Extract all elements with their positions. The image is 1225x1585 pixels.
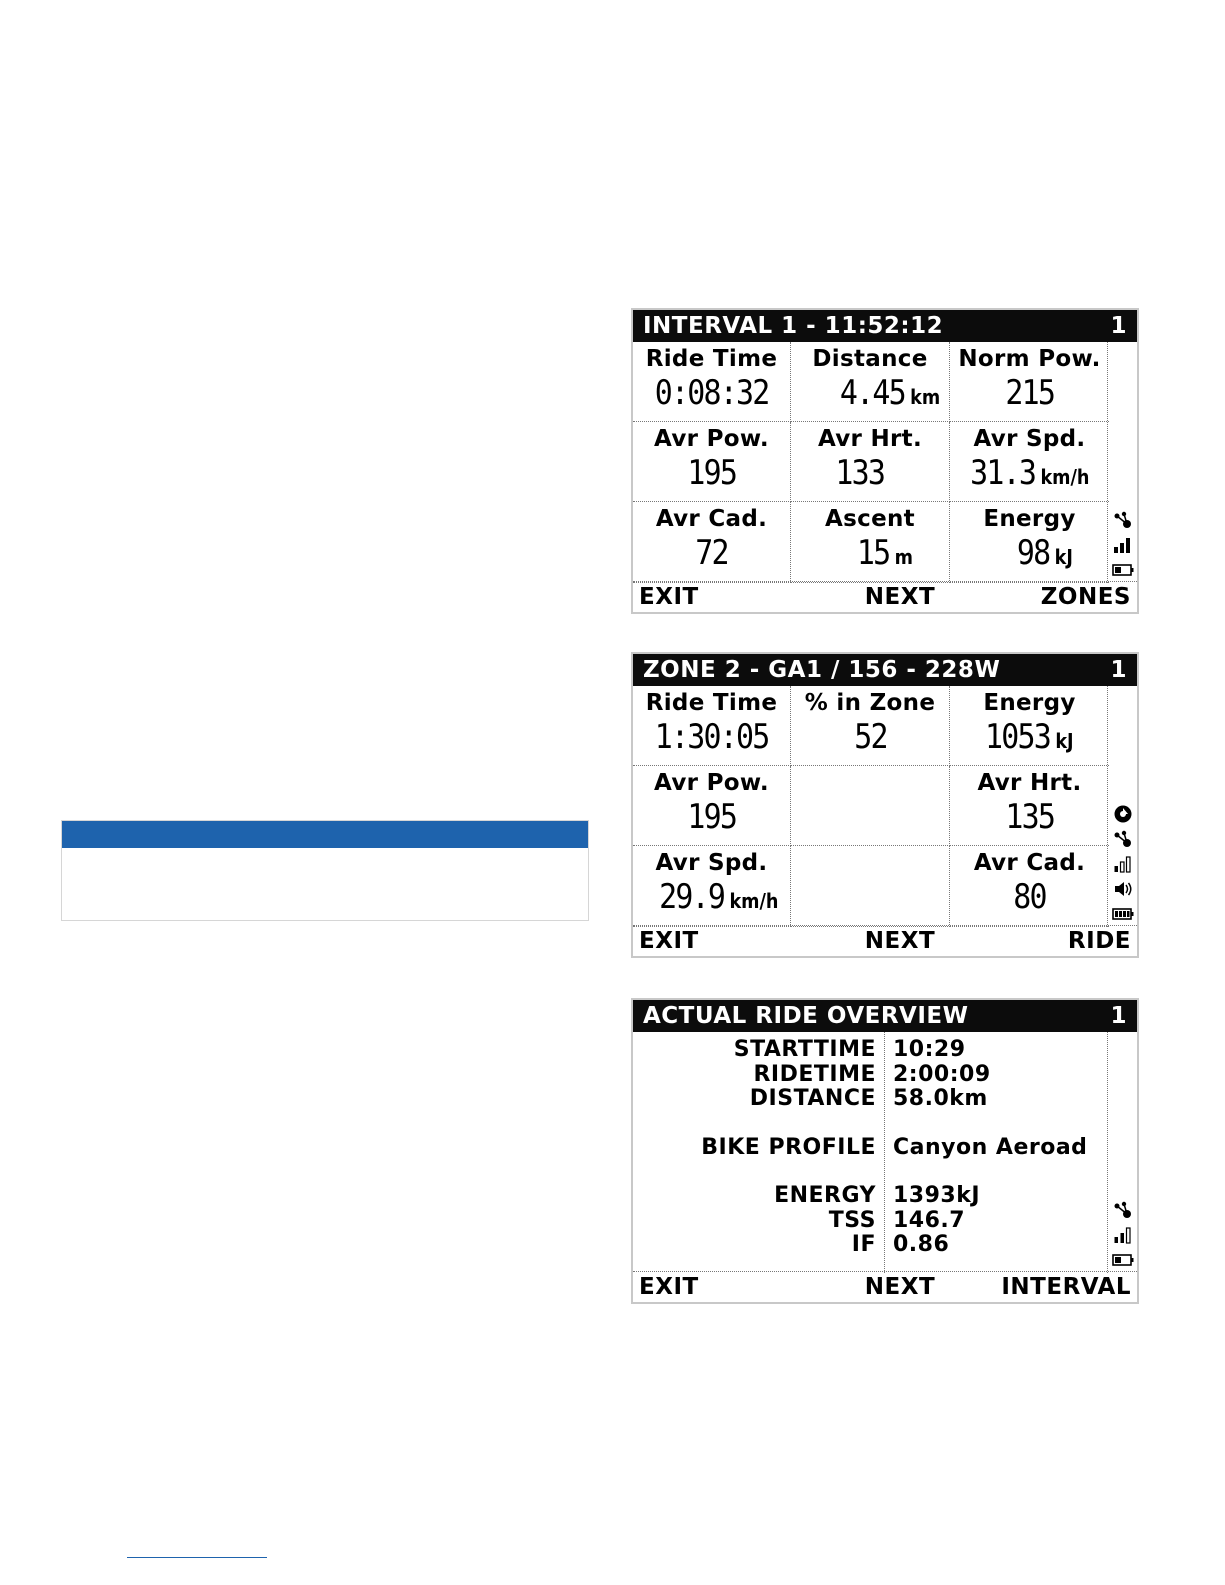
metric-label: Ascent [825, 506, 915, 532]
metric-value: 135 [1005, 797, 1054, 837]
metric-cell-empty [791, 766, 950, 846]
metric-unit: m [894, 545, 914, 569]
metric-cell [791, 422, 950, 502]
info-box [61, 820, 589, 921]
interval-button[interactable]: INTERVAL [1001, 1274, 1131, 1300]
signal-strength-icon [1112, 853, 1134, 875]
metric-label: Avr Spd. [655, 850, 768, 876]
screen-title: ACTUAL RIDE OVERVIEW [643, 1003, 969, 1029]
metric-cell [791, 686, 950, 766]
exit-button[interactable]: EXIT [639, 584, 699, 610]
metric-cell [791, 342, 950, 422]
metric-cell [791, 502, 950, 583]
metric-unit: km/h [1040, 465, 1090, 489]
metric-value: 31.3 km/h [969, 453, 1090, 493]
page-number: 1 [1110, 657, 1127, 683]
screen-title-bar [633, 654, 1137, 686]
info-box-header [62, 821, 588, 848]
overview-label: STARTTIME [733, 1037, 876, 1062]
metric-label: Avr Hrt. [817, 426, 923, 452]
overview-value: Canyon Aeroad [893, 1134, 1088, 1160]
metric-value: 29.9 km/h [658, 877, 779, 917]
metric-cell [633, 502, 791, 583]
softkey-bar [633, 581, 1137, 612]
metric-label: Avr Pow. [654, 770, 769, 796]
overview-label: IF [851, 1232, 876, 1257]
battery-icon [1112, 903, 1134, 925]
status-icons [1107, 1032, 1137, 1273]
page-number: 1 [1110, 313, 1127, 339]
metric-cell [633, 766, 791, 846]
metric-value: 195 [687, 797, 736, 837]
speaker-icon [1112, 878, 1134, 900]
overview-value: 1393kJ [893, 1183, 981, 1208]
overview-labels [633, 1032, 885, 1273]
screen-title-bar [633, 310, 1137, 342]
footer-rule [127, 1557, 267, 1558]
overview-values [885, 1032, 1109, 1273]
overview-value: 146.7 [893, 1207, 966, 1233]
signal-strength-icon [1112, 534, 1134, 556]
metrics-grid [633, 342, 1109, 583]
overview-label: DISTANCE [749, 1086, 876, 1111]
ant-plus-icon [1112, 509, 1134, 531]
ant-plus-icon [1112, 828, 1134, 850]
metric-label: Avr Hrt. [977, 770, 1082, 796]
metric-value: 15 m [856, 533, 914, 573]
screen-title: INTERVAL 1 - 11:52:12 [643, 313, 944, 339]
screen-title-bar [633, 1000, 1137, 1032]
overview-label: TSS [828, 1207, 876, 1233]
metric-cell [950, 342, 1109, 422]
screen-title: ZONE 2 - GA1 / 156 - 228W [643, 657, 1001, 683]
gps-icon [1112, 803, 1134, 825]
metric-cell [950, 422, 1109, 502]
metric-value: 4.45 km [839, 373, 941, 413]
metric-value: 98 kJ [1016, 533, 1073, 573]
signal-strength-icon [1112, 1224, 1134, 1246]
ant-plus-icon [1112, 1199, 1134, 1221]
status-icons [1107, 342, 1137, 583]
overview-value: 10:29 [893, 1037, 966, 1062]
interval-screen [631, 308, 1139, 614]
overview-value: 0.86 [893, 1232, 950, 1257]
zone-screen [631, 652, 1139, 958]
metric-value: 133 [835, 453, 885, 493]
metric-value: 215 [1005, 373, 1054, 413]
overview-screen [631, 998, 1139, 1304]
exit-button[interactable]: EXIT [639, 928, 699, 954]
overview-value: 58.0km [893, 1086, 988, 1111]
metric-unit: km [910, 385, 941, 409]
metric-cell [633, 846, 791, 927]
metric-value: 0:08:32 [654, 373, 769, 413]
metric-label: Ride Time [645, 690, 778, 716]
metric-label: Ride Time [645, 346, 778, 372]
metric-value: 80 [1013, 877, 1046, 917]
metric-cell [633, 686, 791, 766]
ride-button[interactable]: RIDE [1067, 928, 1131, 954]
status-icons [1107, 686, 1137, 927]
battery-icon [1112, 559, 1134, 581]
overview-label: BIKE PROFILE [701, 1134, 876, 1160]
metric-label: Avr Cad. [655, 506, 768, 532]
softkey-bar [633, 1271, 1137, 1302]
metric-cell-empty [791, 846, 950, 927]
metric-label: Energy [983, 506, 1076, 532]
overview-label: RIDETIME [753, 1061, 876, 1087]
metric-unit: kJ [1054, 545, 1073, 569]
metric-label: Norm Pow. [958, 346, 1101, 372]
metric-cell [950, 686, 1109, 766]
metric-label: % in Zone [804, 690, 936, 716]
softkey-bar [633, 925, 1137, 956]
metric-label: Distance [812, 346, 928, 372]
metric-label: Avr Cad. [973, 850, 1086, 876]
metric-cell [950, 766, 1109, 846]
metric-value: 1:30:05 [654, 717, 769, 757]
metric-label: Avr Pow. [654, 426, 769, 452]
metric-value: 72 [695, 533, 728, 573]
next-button[interactable]: NEXT [864, 1274, 936, 1300]
battery-icon [1112, 1249, 1134, 1271]
metric-unit: km/h [729, 889, 779, 913]
zones-button[interactable]: ZONES [1040, 584, 1131, 610]
metric-cell [633, 342, 791, 422]
metric-value: 52 [853, 717, 887, 757]
metric-label: Avr Spd. [973, 426, 1086, 452]
metric-cell [950, 502, 1109, 583]
overview-table [633, 1032, 1109, 1273]
next-button[interactable]: NEXT [864, 928, 936, 954]
metric-value: 195 [687, 453, 736, 493]
exit-button[interactable]: EXIT [639, 1274, 699, 1300]
metric-label: Energy [983, 690, 1076, 716]
overview-value: 2:00:09 [893, 1061, 991, 1087]
metric-value: 1053 kJ [985, 717, 1074, 757]
metric-cell [633, 422, 791, 502]
page-number: 1 [1110, 1003, 1127, 1029]
metric-cell [950, 846, 1109, 927]
next-button[interactable]: NEXT [864, 584, 936, 610]
metrics-grid [633, 686, 1109, 927]
metric-unit: kJ [1055, 729, 1074, 753]
overview-label: ENERGY [774, 1183, 876, 1208]
